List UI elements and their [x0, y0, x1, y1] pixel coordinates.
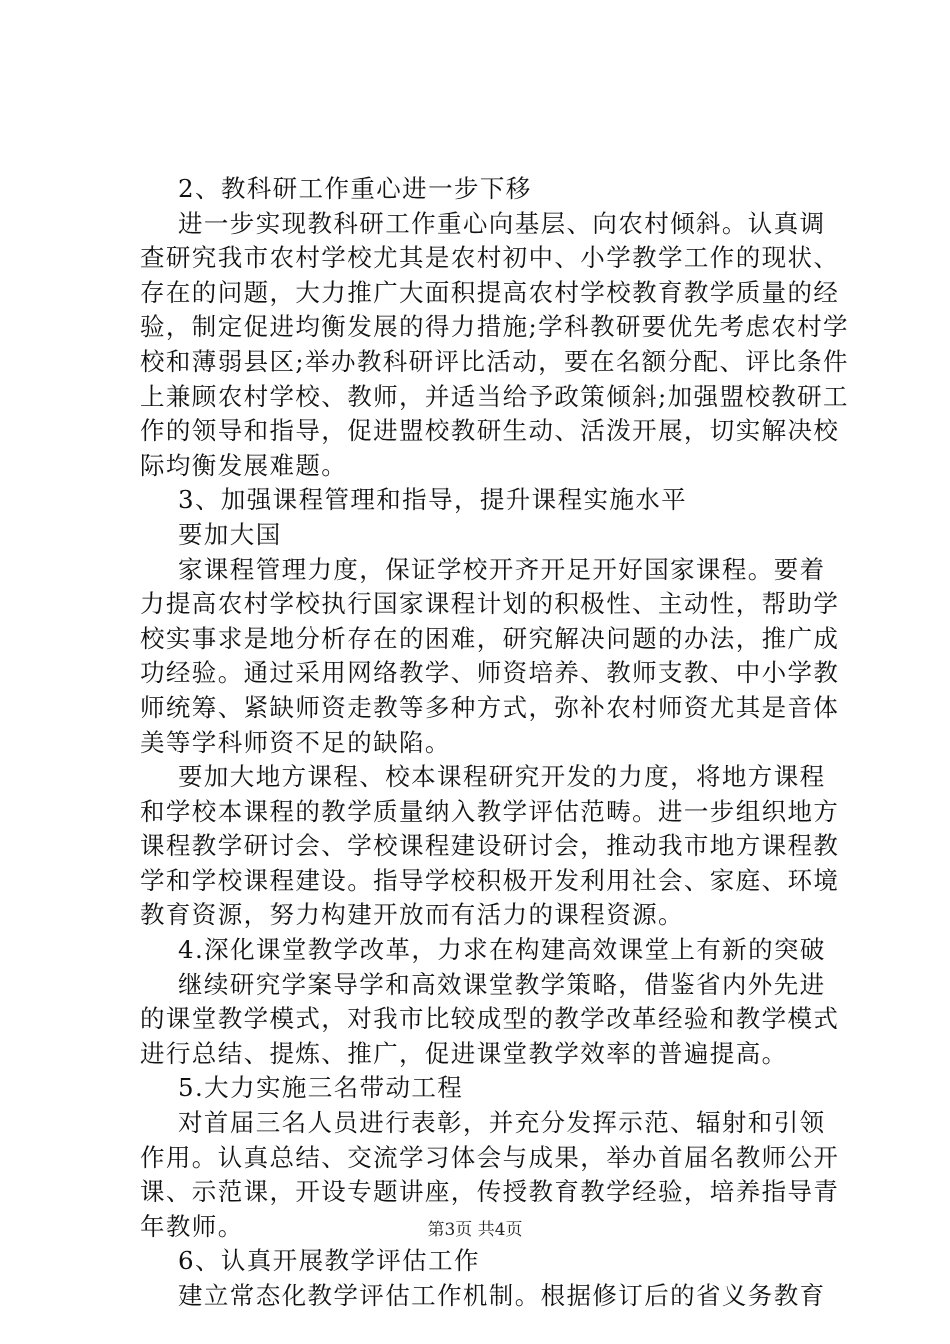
paragraph-line: 功经验。通过采用网络教学、师资培养、教师支教、中小学教 [140, 658, 840, 688]
paragraph-line: 查研究我市农村学校尤其是农村初中、小学教学工作的现状、 [140, 243, 840, 273]
document-body [140, 172, 849, 1314]
paragraph-line: 教育资源，努力构建开放而有活力的课程资源。 [140, 900, 684, 930]
paragraph-line: 美等学科师资不足的缺陷。 [140, 727, 451, 757]
paragraph-line: 师统筹、紧缺师资走教等多种方式，弥补农村师资尤其是音体 [140, 692, 840, 722]
paragraph-line: 的课堂教学模式，对我市比较成型的教学改革经验和教学模式 [140, 1004, 840, 1034]
paragraph-line: 对首届三名人员进行表彰，并充分发挥示范、辐射和引领 [178, 1108, 826, 1138]
paragraph-line: 年教师。 [140, 1211, 244, 1241]
paragraph-line: 课、示范课，开设专题讲座，传授教育教学经验，培养指导青 [140, 1177, 840, 1207]
paragraph-line: 继续研究学案导学和高效课堂教学策略，借鉴省内外先进 [178, 969, 826, 999]
paragraph-line: 家课程管理力度，保证学校开齐开足开好国家课程。要着 [178, 554, 826, 584]
section-heading: 4.深化课堂教学改革，力求在构建高效课堂上有新的突破 [178, 935, 826, 965]
section-heading: 6、认真开展教学评估工作 [178, 1246, 480, 1276]
section-heading: 要加大国 [178, 519, 282, 549]
paragraph-line: 和学校本课程的教学质量纳入教学评估范畴。进一步组织地方 [140, 796, 840, 826]
paragraph-line: 建立常态化教学评估工作机制。根据修订后的省义务教育 [178, 1281, 826, 1310]
paragraph-line: 力提高农村学校执行国家课程计划的积极性、主动性，帮助学 [140, 589, 840, 619]
paragraph-line: 学和学校课程建设。指导学校积极开发利用社会、家庭、环境 [140, 865, 840, 895]
paragraph-line: 课程教学研讨会、学校课程建设研讨会，推动我市地方课程教 [140, 831, 840, 861]
paragraph-line: 上兼顾农村学校、教师，并适当给予政策倾斜;加强盟校教研工 [140, 381, 849, 411]
paragraph-line: 作的领导和指导，促进盟校教研生动、活泼开展，切实解决校 [140, 416, 840, 446]
paragraph-line: 校实事求是地分析存在的困难，研究解决问题的办法，推广成 [140, 623, 840, 653]
paragraph-line: 作用。认真总结、交流学习体会与成果，举办首届名教师公开 [140, 1142, 840, 1172]
section-heading: 2、教科研工作重心进一步下移 [178, 174, 532, 203]
paragraph-line: 进一步实现教科研工作重心向基层、向农村倾斜。认真调 [178, 208, 826, 238]
paragraph-line: 进行总结、提炼、推广，促进课堂教学效率的普遍提高。 [140, 1038, 788, 1068]
paragraph-line: 存在的问题，大力推广大面积提高农村学校教育教学质量的经 [140, 277, 840, 307]
paragraph-line: 要加大地方课程、校本课程研究开发的力度，将地方课程 [178, 762, 826, 792]
paragraph-line: 校和薄弱县区;举办教科研评比活动，要在名额分配、评比条件 [140, 346, 849, 376]
paragraph-line: 际均衡发展难题。 [140, 450, 348, 480]
section-heading: 5.大力实施三名带动工程 [178, 1073, 464, 1103]
paragraph-line: 验，制定促进均衡发展的得力措施;学科教研要优先考虑农村学 [140, 312, 849, 342]
page-footer: 第3页 共4页 [427, 1220, 523, 1240]
section-heading: 3、加强课程管理和指导，提升课程实施水平 [178, 485, 688, 515]
